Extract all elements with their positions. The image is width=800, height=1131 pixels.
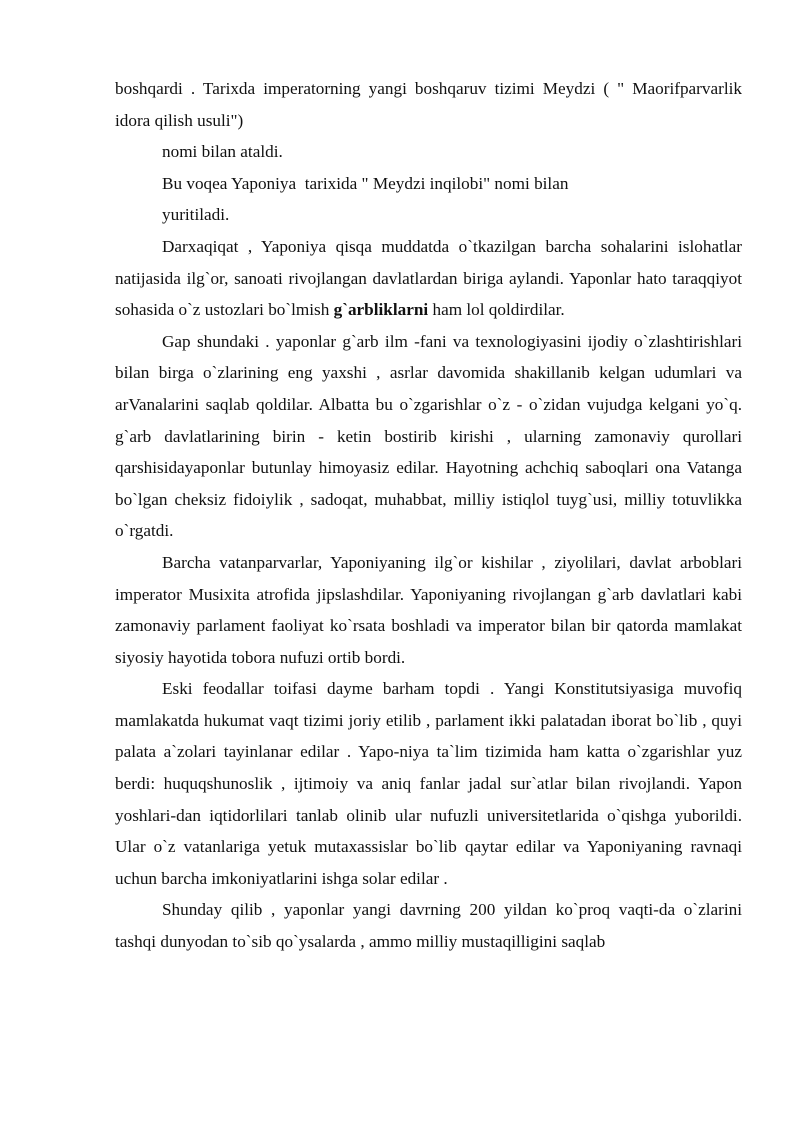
paragraph-6: Gap shundaki . yaponlar g`arb ilm -fani va texnologiyasini ijodiy o`zlashtirishlari bilan birga o`zlarining eng yaxshi , asrlar davomida shakillanib kelgan udumlari va arVanalarini saqlab qoldilar. Albatta bu o`zgarishlar o`z - o`zidan vujudga kelgani yo`q. g`arb davlatlarining birin - ketin bostirib kirishi , ularning zamonaviy qurollari qarshisidayaponlar butunlay himoyasiz edilar. Hayotning achchiq saboqlari ona Vatanga bo`lgan cheksiz fidoiylik , sadoqat, muhabbat, milliy istiqlol tuyg`usi, milliy totuvlikka o`rgatdi. [115, 331, 742, 541]
paragraph-5 [115, 231, 742, 326]
paragraph-5-text-a: Darxaqiqat , Yaponiya qisqa muddatda o`tkazilgan barcha sohalarini islohatlar natijasida ilg`or, sanoati rivojlangan davlatlardan biriga aylandi. Yaponlar hato taraqqiyot sohasida o`z ustozlari bo`lmish [115, 236, 742, 320]
paragraph-5-text-b: ham lol qoldirdilar. [428, 300, 565, 320]
paragraph-8: Eski feodallar toifasi dayme barham topdi . Yangi Konstitutsiyasiga muvofiq mamlakatda hukumat vaqt tizimi joriy etilib , parlament ikki palatadan iborat bo`lib , quyi palata a`zolari tayinlanar edilar . Yapo-niya ta`lim tizimida ham katta o`zgarishlar yuz berdi: huquqshunoslik , ijtimoiy va aniq fanlar jadal sur`atlar bilan rivojlandi. Yapon yoshlari-dan iqtidorlilari tanlab olinib ular nufuzli universitetlarida o`qishga yuborildi. Ular o`z vatanlariga yetuk mutaxassislar bo`lib qaytar edilar va Yaponiyaning ravnaqi uchun barcha imkoniyatlarini ishga solar edilar . [115, 679, 742, 888]
document-page [115, 73, 742, 958]
paragraph-3: Bu voqea Yaponiya tarixida " Meydzi inqilobi" nomi bilan [162, 173, 569, 193]
paragraph-5-bold-word: g`arbliklarni [333, 300, 429, 320]
paragraph-7: Barcha vatanparvarlar, Yaponiyaning ilg`or kishilar , ziyolilari, davlat arboblari imperator Musixita atrofida jipslashdilar. Yaponiyaning rivojlangan g`arb davlatlari kabi zamonaviy parlament faoliyat ko`rsata boshladi va imperator bilan bir qatorda mamlakat siyosiy hayotida tobora nufuzi ortib bordi. [115, 552, 742, 667]
paragraph-1: boshqardi . Tarixda imperatorning yangi boshqaruv tizimi Meydzi ( " Maorifparvarlik idora qilish usuli") [115, 79, 742, 130]
paragraph-2: nomi bilan ataldi. [162, 142, 283, 162]
paragraph-4: yuritiladi. [162, 205, 230, 225]
paragraph-9: Shunday qilib , yaponlar yangi davrning 200 yildan ko`proq vaqti-da o`zlarini tashqi dunyodan to`sib qo`ysalarda , ammo milliy mustaqilligini saqlab [115, 900, 742, 952]
